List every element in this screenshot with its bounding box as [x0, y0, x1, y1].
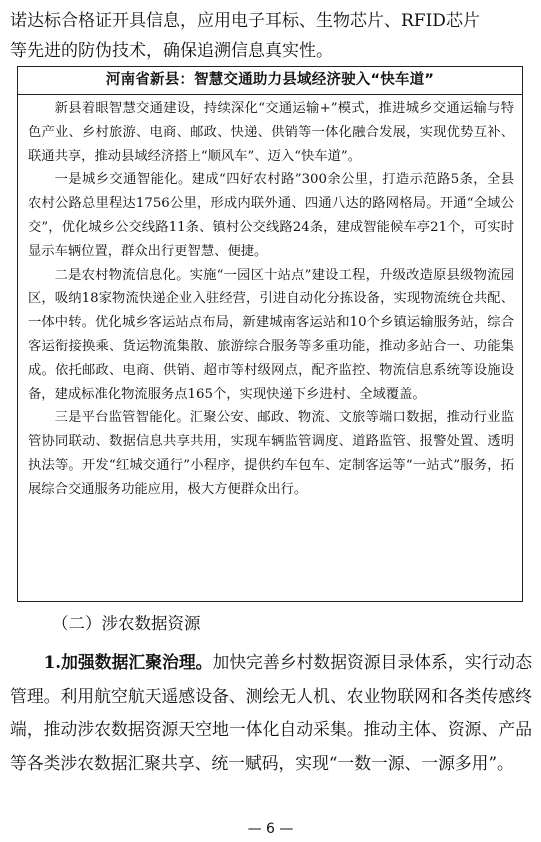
section-heading: （二）涉农数据资源	[52, 614, 201, 633]
item-title: 1.加强数据汇聚治理。	[43, 652, 213, 672]
section-paragraph	[10, 646, 532, 780]
case-study-title: 河南省新县：智慧交通助力县域经济驶入“快车道”	[18, 67, 522, 95]
case-paragraph: 二是农村物流信息化。实施“一园区十站点”建设工程，升级改造原县级物流园区，吸纳18家物流快递企业入驻经营，引进自动化分拣设备，实现物流统仓共配、一体中转。优化城乡客运站点布局，新建城南客运站和10个乡镇运输服务站，综合客运衔接换乘、货运物流集散、旅游综合服务等多重功能，推动多站合一、功能集成。依托邮政、电商、供销、超市等村级网点，配齐监控、物流信息系统等设施设备，建成标准化物流服务点165个，实现快递下乡进村、全域覆盖。	[28, 267, 514, 402]
section-body	[10, 646, 532, 780]
item-body: 加快完善乡村数据资源目录体系，实行动态管理。利用航空航天遥感设备、测绘无人机、农业物联网和各类传感终端，推动涉农数据资源天空地一体化自动采集。推动主体、资源、产品等各类涉农数据汇聚共享、统一赋码，实现“一数一源、一源多用”。	[10, 652, 532, 773]
case-paragraph: 一是城乡交通智能化。建成“四好农村路”300余公里，打造示范路5条，全县农村公路总里程达1756公里，形成内联外通、四通八达的路网格局。开通“全域公交”，优化城乡公交线路11条、镇村公交线路24条，建成智能候车亭21个，可实时显示车辆位置，群众出行更智慧、便捷。	[28, 172, 514, 259]
case-paragraph: 三是平台监管智能化。汇聚公安、邮政、物流、文旅等端口数据，推动行业监管协同联动、数据信息共享共用，实现车辆监管调度、道路监管、报警处置、透明执法等。开发“红城交通行”小程序，提供约车包车、定制客运等“一站式”服务，拓展综合交通服务功能应用，极大方便群众出行。	[28, 410, 514, 497]
page-number: — 6 —	[247, 821, 294, 837]
intro-text	[10, 6, 532, 66]
case-paragraph: 新县着眼智慧交通建设，持续深化“交通运输+”模式，推进城乡交通运输与特色产业、乡村旅游、电商、邮政、快递、供销等一体化融合发展，实现优势互补、联通共享，推动县域经济搭上“顺风车”、迈入“快车道”。	[28, 101, 514, 164]
case-study-body	[18, 95, 522, 502]
intro-line-1: 诺达标合格证开具信息，应用电子耳标、生物芯片、RFID芯片	[10, 11, 480, 31]
case-study-box	[17, 66, 523, 602]
intro-line-2: 等先进的防伪技术，确保追溯信息真实性。	[10, 41, 333, 61]
